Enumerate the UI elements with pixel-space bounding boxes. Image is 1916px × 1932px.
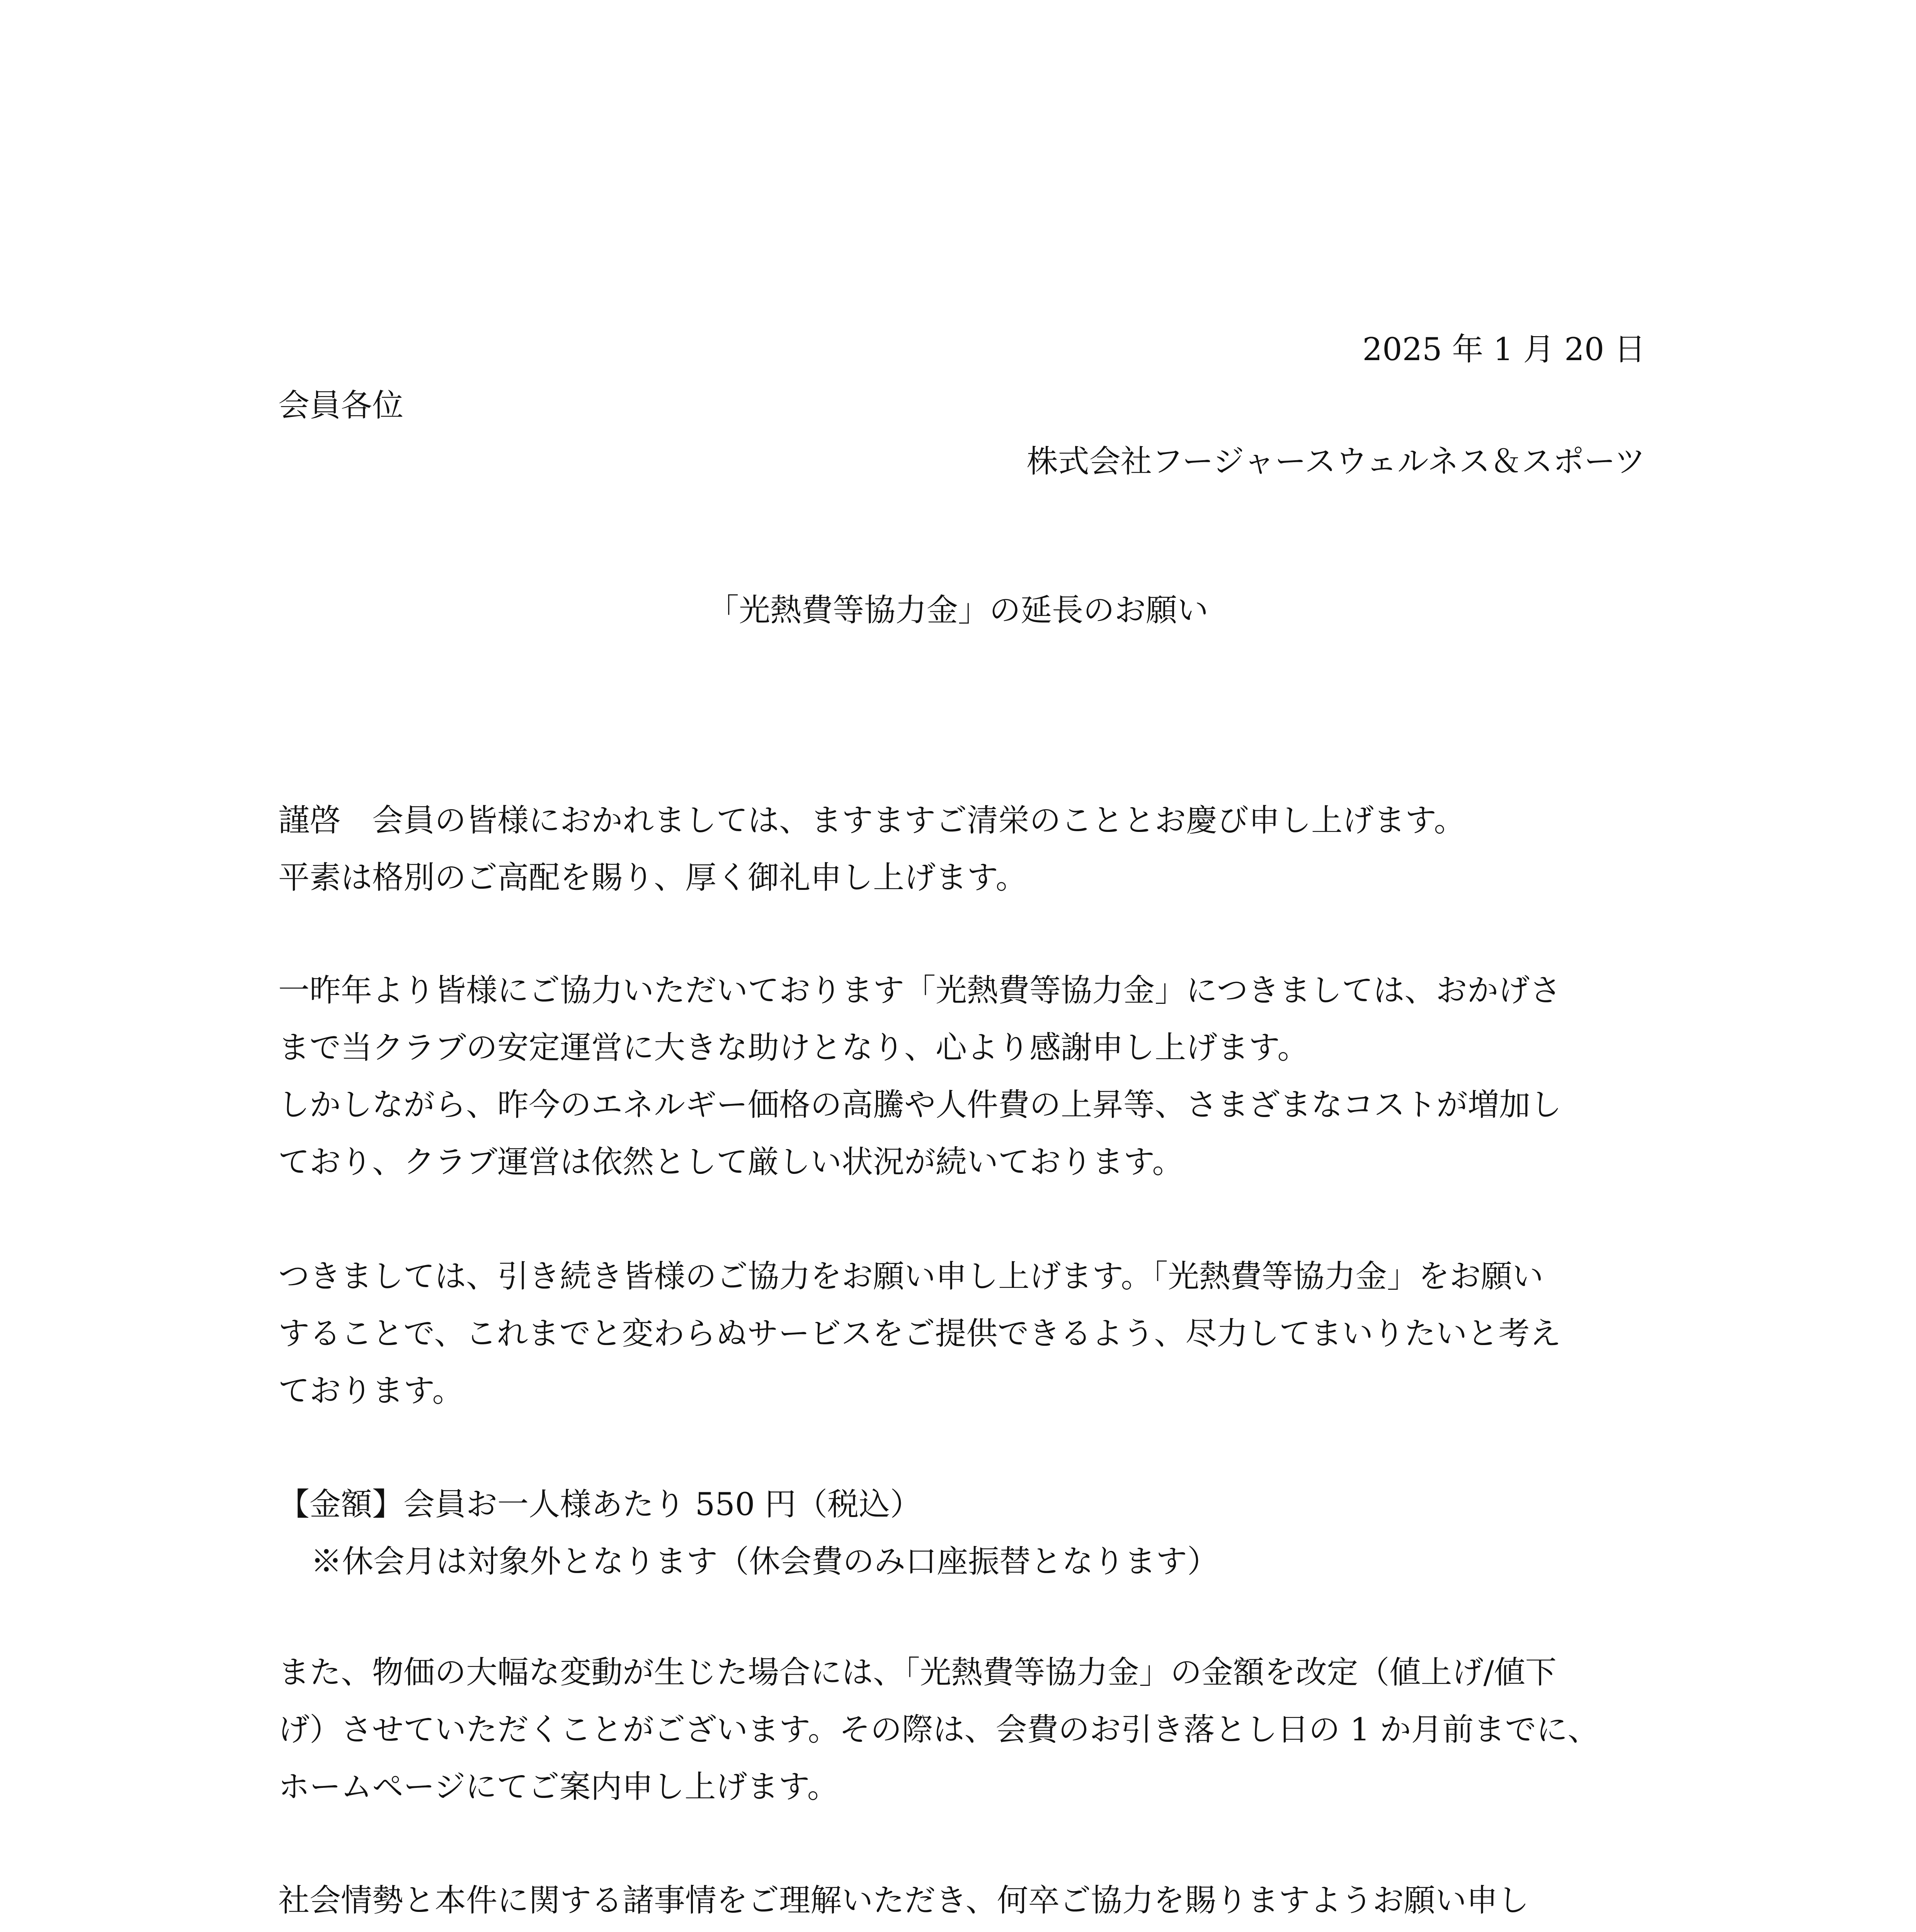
text-line: まで当クラブの安定運営に大きな助けとなり、心より感謝申し上げます。 (278, 1030, 1309, 1066)
text-line: 平素は格別のご高配を賜り、厚く御礼申し上げます。 (278, 860, 1027, 896)
paragraph-closing (278, 1872, 1646, 1932)
text-line: げ）させていただくことがございます。その際は、会費のお引き落とし日の 1 か月前までに、 (278, 1712, 1599, 1748)
recipient: 会員各位 (278, 388, 404, 424)
text-line: しかしながら、昨今のエネルギー価格の高騰や人件費の上昇等、さまざまなコストが増加し (278, 1087, 1562, 1123)
paragraph-background (278, 962, 1646, 1191)
paragraph-greeting (278, 792, 1646, 906)
text-line: 社会情勢と本件に関する諸事情をご理解いただき、何卒ご協力を賜りますようお願い申し (278, 1883, 1529, 1919)
text-line: 一昨年より皆様にご協力いただいております「光熱費等協力金」につきましては、おかげさ (278, 973, 1561, 1009)
text-line: ており、クラブ運営は依然として厳しい状況が続いております。 (278, 1144, 1184, 1180)
letter-title: 「光熱費等協力金」の延長のお願い (707, 592, 1208, 629)
paragraph-revision (278, 1644, 1646, 1816)
text-line: ております。 (278, 1373, 464, 1409)
text-line: することで、これまでと変わらぬサービスをご提供できるよう、尽力してまいりたいと考え (278, 1316, 1561, 1352)
sender-company: 株式会社フージャースウェルネス＆スポーツ (1026, 444, 1645, 480)
text-line: つきましては、引き続き皆様のご協力をお願い申し上げます。「光熱費等協力金」をお願い (278, 1259, 1544, 1295)
text-line: 謹啓 会員の皆様におかれましては、ますますご清栄のこととお慶び申し上げます。 (278, 803, 1465, 839)
text-line (278, 1929, 1646, 1932)
paragraph-request (278, 1248, 1646, 1420)
amount-line: 【金額】会員お一人様あたり 550 円（税込） (278, 1486, 922, 1523)
paragraph-amount (278, 1476, 1646, 1590)
text-line: また、物価の大幅な変動が生じた場合には、「光熱費等協力金」の金額を改定（値上げ/値下 (278, 1655, 1557, 1691)
text-line: ホームページにてご案内申し上げます。 (278, 1769, 839, 1805)
amount-note: ※休会月は対象外となります（休会費のみ口座振替となります） (311, 1544, 1219, 1580)
letter-date: 2025 年 1 月 20 日 (1362, 332, 1645, 368)
